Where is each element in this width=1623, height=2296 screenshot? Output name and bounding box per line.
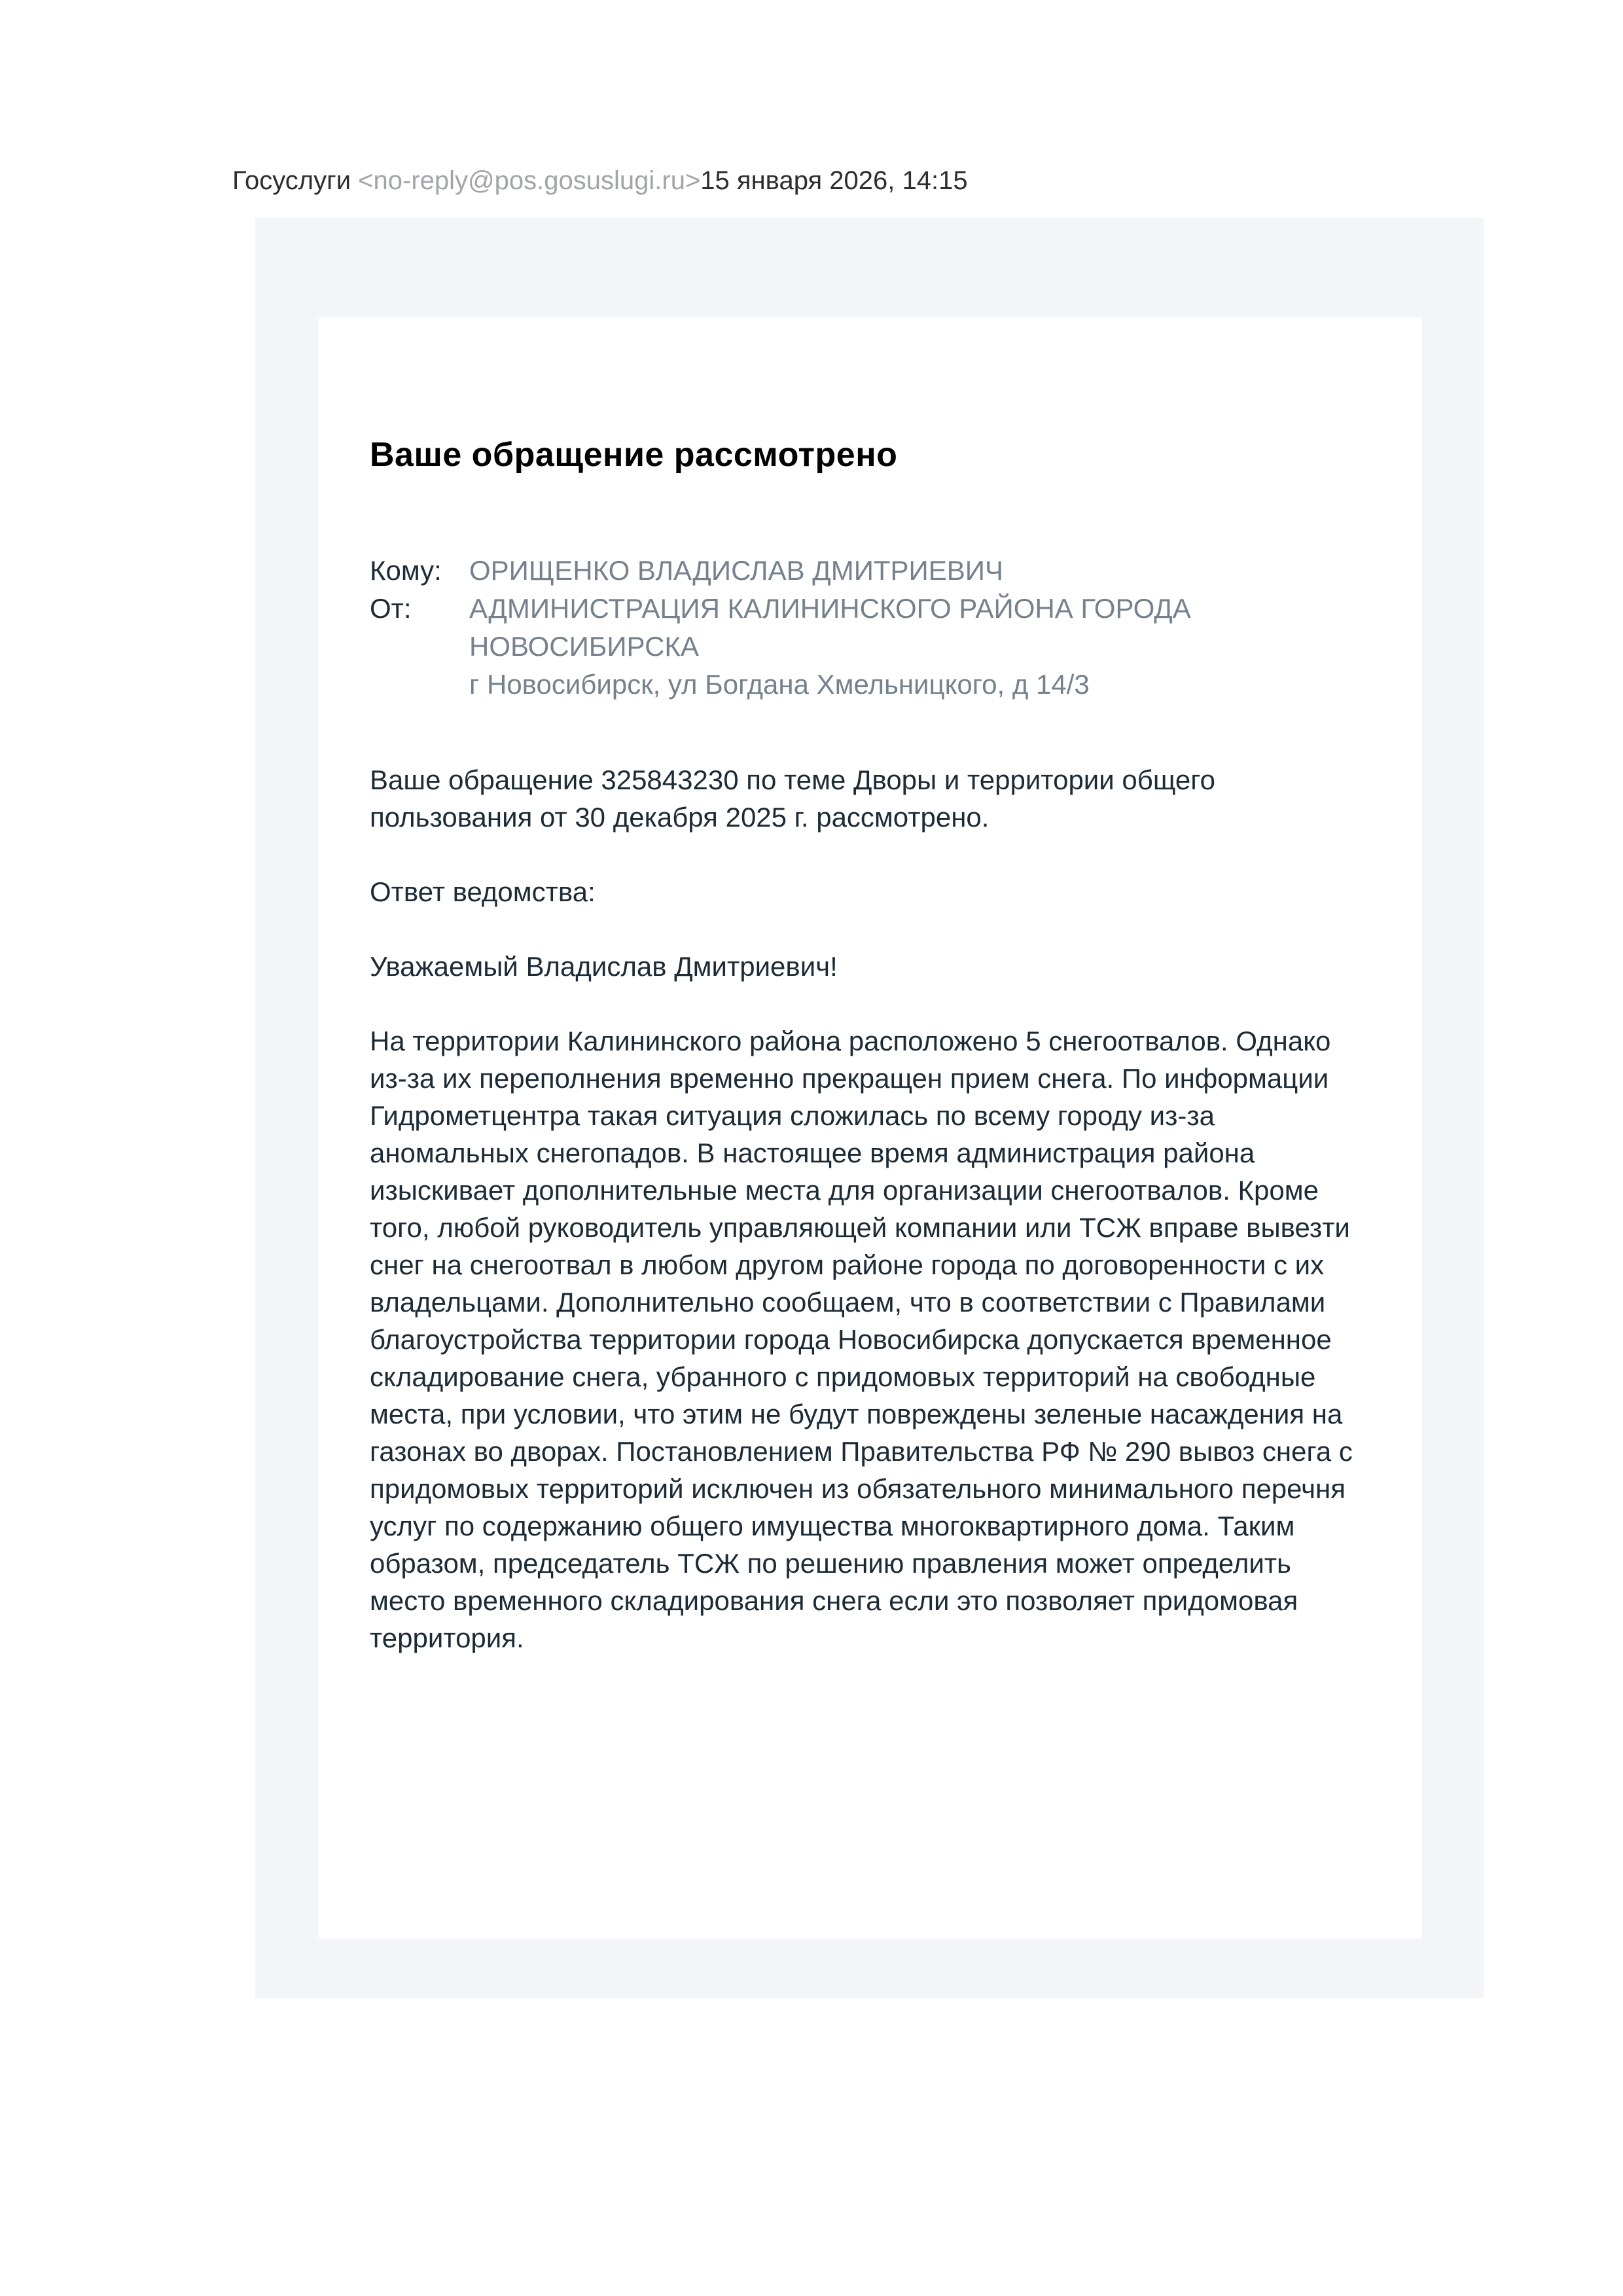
- message-body: [370, 761, 1363, 1657]
- sender-name: Госуслуги: [232, 166, 359, 195]
- sender-email: <no-reply@pos.gosuslugi.ru>: [358, 166, 701, 195]
- to-value: ОРИЩЕНКО ВЛАДИСЛАВ ДМИТРИЕВИЧ: [469, 555, 1003, 586]
- message-card: [319, 317, 1422, 1939]
- from-value: АДМИНИСТРАЦИЯ КАЛИНИНСКОГО РАЙОНА ГОРОДА НОВОСИБИРСКА: [469, 593, 1191, 662]
- mail-date: 15 января 2026, 14:15: [700, 166, 968, 195]
- from-label: От:: [370, 593, 412, 624]
- paragraph-answer: На территории Калининского района расположено 5 снегоотвалов. Однако из-за их переполнения временно прекращен прием снега. По информации Гидрометцентра такая ситуация сложилась по всему городу из-за аномальных снегопадов. В настоящее время администрация района изыскивает дополнительные места для организации снегоотвалов. Кроме того, любой руководитель управляющей компании или ТСЖ вправе вывезти снег на снегоотвал в любом другом районе города по договоренности с их владельцами. Дополнительно сообщаем, что в соответствии с Правилами благоустройства территории города Новосибирска допускается временное складирование снега, убранного с придомовых территорий на свободные места, при условии, что этим не будут повреждены зеленые насаждения на газонах во дворах. Постановлением Правительства РФ № 290 вывоз снега с придомовых территорий исключен из обязательного минимального перечня услуг по содержанию общего имущества многоквартирного дома. Таким образом, председатель ТСЖ по решению правления может определить место временного складирования снега если это позволяет придомовая территория.: [370, 1026, 1353, 1653]
- from-address-spacer: [370, 666, 469, 704]
- from-address: г Новосибирск, ул Богдана Хмельницкого, д 14/3: [469, 669, 1090, 700]
- paragraph-greeting: Уважаемый Владислав Дмитриевич!: [370, 951, 838, 982]
- message-title: Ваше обращение рассмотрено: [370, 436, 898, 474]
- recipient-block: [370, 552, 1363, 704]
- paragraph-summary: Ваше обращение 325843230 по теме Дворы и территории общего пользования от 30 декабря 2025 г. рассмотрено.: [370, 764, 1216, 833]
- paragraph-response-label: Ответ ведомства:: [370, 876, 596, 907]
- mail-header: [232, 165, 968, 196]
- notification-panel: [255, 218, 1484, 1998]
- to-label: Кому:: [370, 555, 442, 586]
